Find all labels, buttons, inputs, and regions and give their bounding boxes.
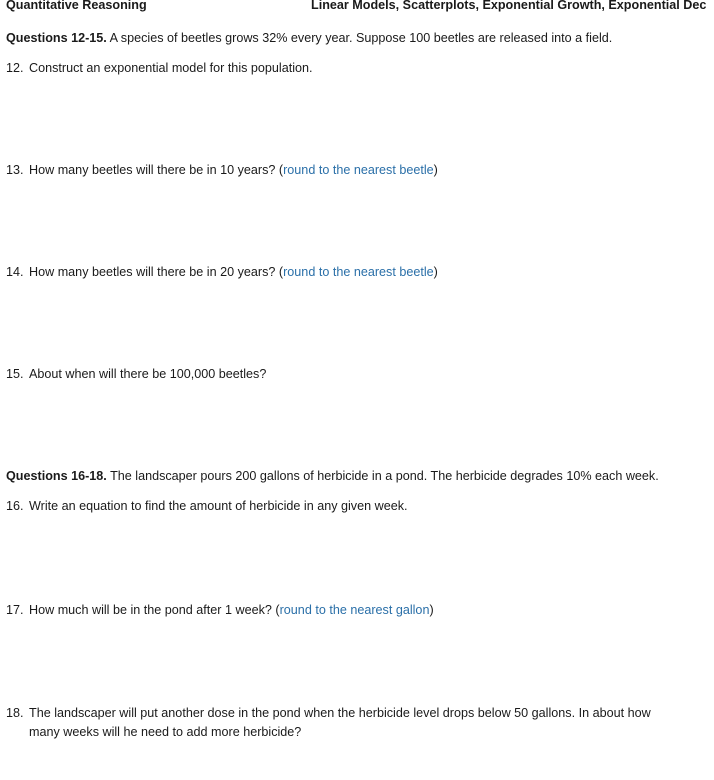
question-hint: round to the nearest beetle — [283, 163, 434, 177]
paren: ) — [433, 163, 438, 177]
section-intro-herbicide — [6, 468, 659, 484]
section-text: A species of beetles grows 32% every year. Suppose 100 beetles are released into a field. — [106, 31, 613, 45]
question-13 — [6, 162, 438, 178]
question-number: 15. — [6, 367, 24, 381]
question-18-continued: many weeks will he need to add more herbicide? — [29, 725, 302, 739]
question-hint: round to the nearest beetle — [283, 265, 434, 279]
question-hint: round to the nearest gallon — [279, 603, 430, 617]
question-text: How many beetles will there be in 20 years? ( — [29, 265, 284, 279]
section-heading: Questions 16-18. — [6, 469, 107, 483]
question-text: How much will be in the pond after 1 week? ( — [29, 603, 280, 617]
question-17 — [6, 602, 434, 618]
paren: ) — [429, 603, 434, 617]
header-course-title: Quantitative Reasoning — [6, 0, 147, 12]
question-15 — [6, 366, 266, 382]
question-text: About when will there be 100,000 beetles? — [29, 367, 267, 381]
question-text: The landscaper will put another dose in the pond when the herbicide level drops below 50 gallons. In about how — [29, 706, 651, 720]
section-heading: Questions 12-15. — [6, 31, 107, 45]
section-text: The landscaper pours 200 gallons of herbicide in a pond. The herbicide degrades 10% each week. — [106, 469, 659, 483]
question-16 — [6, 498, 408, 514]
question-text: Construct an exponential model for this population. — [29, 61, 313, 75]
question-number: 12. — [6, 61, 24, 75]
question-number: 17. — [6, 603, 24, 617]
question-12 — [6, 60, 313, 76]
question-14 — [6, 264, 438, 280]
question-number: 13. — [6, 163, 24, 177]
question-18 — [6, 705, 651, 721]
section-intro-beetles — [6, 30, 612, 46]
question-number: 18. — [6, 706, 24, 720]
header-topics: Linear Models, Scatterplots, Exponential Growth, Exponential Dec — [311, 0, 707, 12]
question-number: 14. — [6, 265, 24, 279]
question-number: 16. — [6, 499, 24, 513]
question-text: How many beetles will there be in 10 years? ( — [29, 163, 284, 177]
question-text: Write an equation to find the amount of herbicide in any given week. — [29, 499, 408, 513]
paren: ) — [433, 265, 438, 279]
